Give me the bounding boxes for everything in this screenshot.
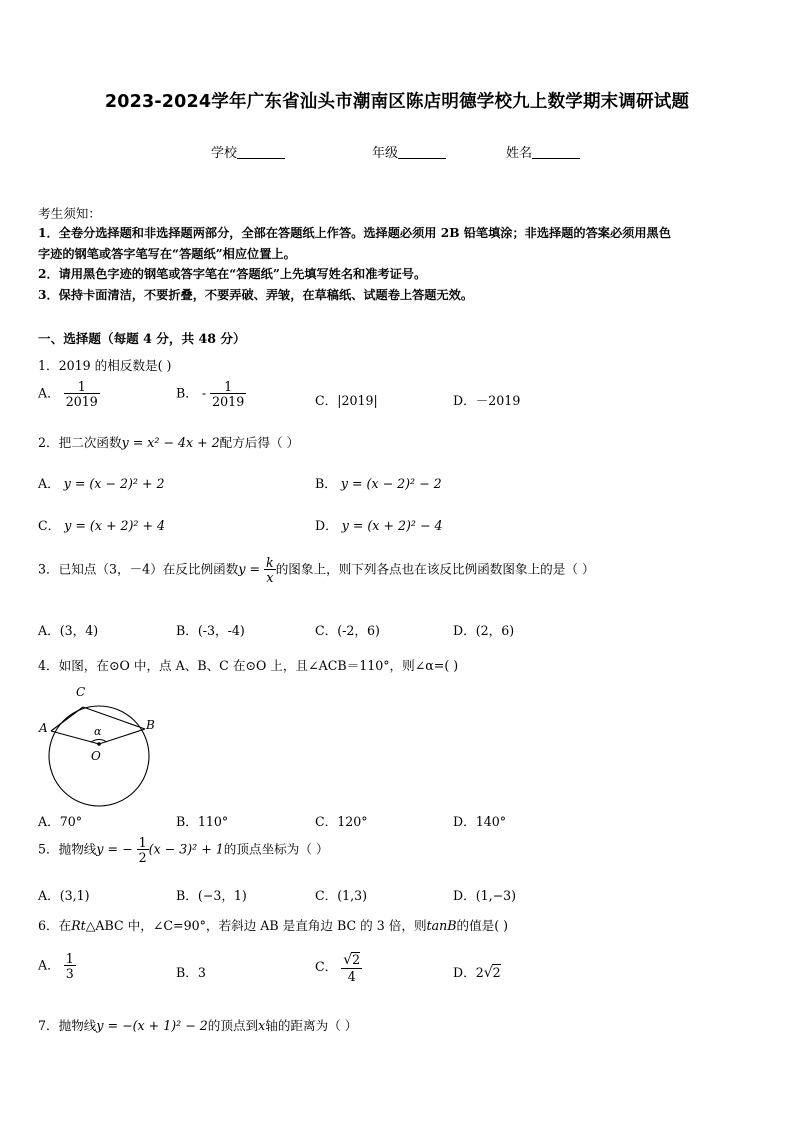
label-o: O — [91, 749, 101, 763]
q6-option-c: C． $\frac{√2}{4}$ — [315, 952, 361, 984]
label-alpha: α — [94, 725, 102, 738]
q5-fraction: $\frac{1}{2}$ — [138, 835, 147, 866]
notice-line-3: 3．保持卡面清洁，不要折叠，不要弄破、弄皱，在草稿纸、试题卷上答题无效。 — [38, 288, 474, 302]
q6-option-a: A． $\frac{1}{3}$ — [38, 951, 74, 982]
q4-option-a: A．70° — [38, 814, 83, 829]
center-point — [97, 742, 101, 746]
school-field — [211, 142, 285, 161]
segment-cb — [83, 707, 145, 729]
q1-option-c: C．|2019| — [315, 393, 378, 408]
q4-circle-figure — [36, 682, 166, 810]
q3-option-a: A．(3，4) — [38, 623, 99, 638]
q5-option-c: C．(1,3) — [315, 888, 368, 903]
q7-stem: 7．抛物线y = −(x + 1)² − 2的顶点到x轴的距离为（ ） — [38, 1018, 358, 1033]
sqrt-icon: √ — [343, 952, 353, 968]
q1-option-a: A． $\frac{1}{2019}$ — [38, 379, 98, 410]
q4-option-b: B．110° — [176, 814, 229, 829]
q1-a-fraction: $\frac{1}{2019}$ — [65, 379, 98, 410]
grade-field — [372, 142, 446, 161]
school-label: 学校 — [211, 146, 238, 161]
q5-stem: 5．抛物线y = − $\frac{1}{2}$ (x − 3)² + 1的顶点坐标为（ ） — [38, 835, 329, 866]
q1-option-b: B． - $\frac{1}{2019}$ — [176, 379, 245, 410]
q2-option-c: C． y = (x + 2)² + 4 — [38, 518, 166, 533]
name-blank — [532, 145, 580, 159]
q6-option-b: B．3 — [176, 965, 206, 980]
notice-line-1b: 字迹的钢笔或答字笔写在“答题纸”相应位置上。 — [38, 247, 296, 261]
q3-stem: 3．已知点（3，－4）在反比例函数y = $\frac{k}{x}$ 的图象上，则下列各点也在该反比例函数图象上的是（ ） — [38, 555, 595, 586]
q3-option-c: C．(-2，6) — [315, 623, 380, 638]
q2-option-b: B． y = (x − 2)² − 2 — [315, 476, 442, 491]
exam-title: 2023-2024学年广东省汕头市潮南区陈店明德学校九上数学期末调研试题 — [104, 92, 690, 112]
q3-option-d: D．(2，6) — [453, 623, 515, 638]
q3-fraction: $\frac{k}{x}$ — [266, 555, 274, 586]
name-label: 姓名 — [506, 146, 533, 161]
q4-option-d: D．140° — [453, 814, 507, 829]
q2-option-a: A． y = (x − 2)² + 2 — [38, 476, 165, 491]
notice-line-2: 2．请用黑色字迹的钢笔或答字笔在“答题纸”上先填写姓名和准考证号。 — [38, 267, 427, 281]
section-heading: 一、选择题（每题 4 分，共 48 分） — [38, 331, 246, 346]
q1-stem: 1．2019 的相反数是( ) — [38, 358, 172, 373]
grade-label: 年级 — [372, 146, 399, 161]
q2-option-d: D． y = (x + 2)² − 4 — [315, 518, 443, 533]
q3-option-b: B．(-3，-4) — [176, 623, 245, 638]
label-a: A — [39, 721, 48, 735]
q6-stem: 6．在Rt△ABC 中，∠C=90°，若斜边 AB 是直角边 BC 的 3 倍，则tanB的值是( ) — [38, 918, 509, 933]
notice-heading: 考生须知： — [38, 206, 101, 221]
q6-c-fraction: $\frac{√2}{4}$ — [343, 952, 361, 984]
segment-ac — [51, 707, 83, 731]
q4-option-c: C．120° — [315, 814, 368, 829]
q5-option-a: A．(3,1) — [38, 888, 90, 903]
name-field — [506, 142, 580, 161]
q6-a-fraction: $\frac{1}{3}$ — [65, 951, 74, 982]
q1-b-fraction: $\frac{1}{2019}$ — [212, 379, 245, 410]
grade-blank — [398, 145, 446, 159]
q5-option-d: D．(1,−3) — [453, 888, 517, 903]
sqrt-icon: √ — [483, 965, 493, 981]
q2-stem: 2．把二次函数y = x² − 4x + 2配方后得（ ） — [38, 435, 300, 450]
q1-option-d: D．－2019 — [453, 393, 521, 408]
school-blank — [237, 145, 285, 159]
notice-line-1a: 1．全卷分选择题和非选择题两部分，全部在答题纸上作答。选择题必须用 2B 铅笔填涂；非选择题的答案必须用黑色 — [38, 226, 671, 240]
q6-option-d: D．2√2 — [453, 965, 501, 981]
q4-stem: 4．如图，在⊙O 中，点 A、B、C 在⊙O 上，且∠ACB＝110°，则∠α=( ) — [38, 658, 459, 673]
label-c: C — [76, 685, 86, 699]
q5-option-b: B．(−3，1) — [176, 888, 247, 903]
label-b: B — [146, 718, 155, 732]
